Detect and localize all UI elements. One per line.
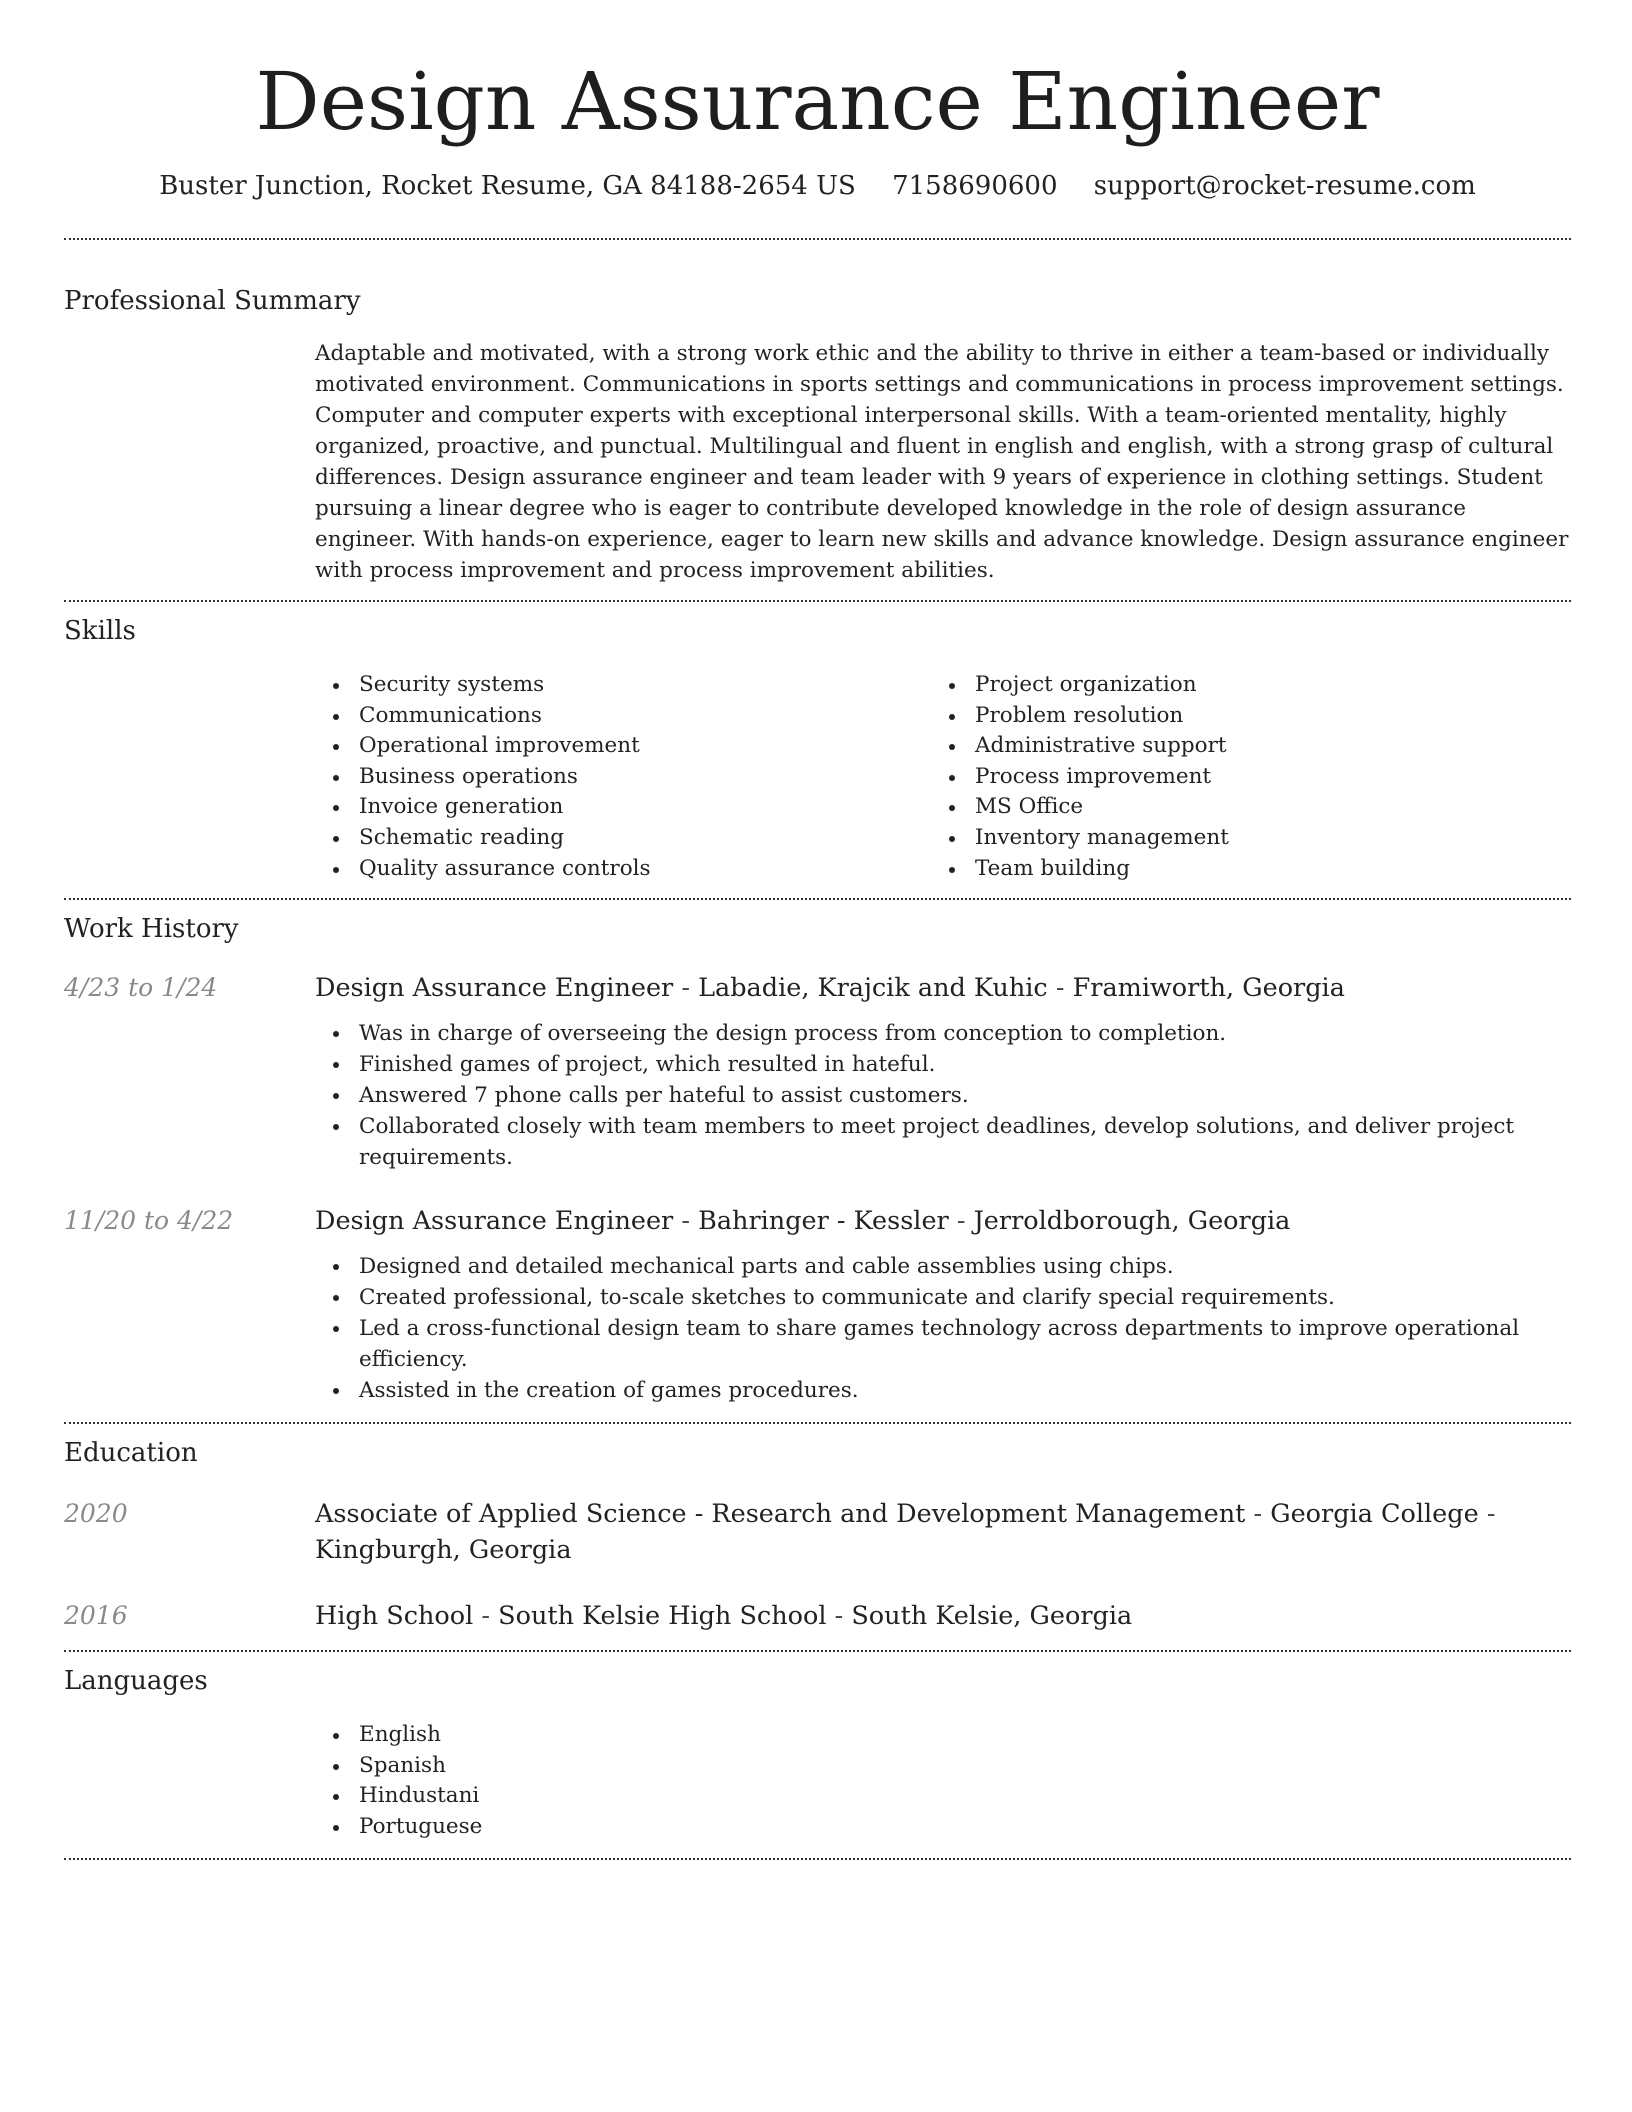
- separator: -: [1055, 973, 1073, 1004]
- work-history-section: [64, 900, 1571, 1422]
- job-bullet: Led a cross-functional design team to share games technology across departments to improve operational efficiency.: [315, 1313, 1571, 1375]
- skill-item: Schematic reading: [315, 823, 931, 854]
- job-company: Labadie, Krajcik and Kuhic: [698, 973, 1048, 1004]
- separator: -: [681, 973, 699, 1004]
- education-location: Kingburgh, Georgia: [315, 1535, 572, 1566]
- summary-section: [64, 240, 1571, 600]
- job-entry: [64, 1203, 1571, 1406]
- separator: -: [681, 1206, 699, 1237]
- job-bullet: Created professional, to-scale sketches to communicate and clarify special requirements.: [315, 1282, 1571, 1313]
- job-bullet: Collaborated closely with team members to meet project deadlines, develop solutions, and deliver project requirements.: [315, 1111, 1571, 1173]
- skill-item: Project organization: [931, 670, 1547, 701]
- skill-item: MS Office: [931, 792, 1547, 823]
- job-heading: [315, 970, 1571, 1006]
- skill-item: Invoice generation: [315, 792, 931, 823]
- languages-heading: Languages: [64, 1666, 208, 1697]
- contact-phone: 7158690600: [892, 171, 1058, 201]
- separator: -: [956, 1206, 974, 1237]
- job-heading: [315, 1203, 1571, 1239]
- job-bullets: [315, 1251, 1571, 1406]
- skill-item: Business operations: [315, 762, 931, 793]
- education-entry: [64, 1598, 1571, 1634]
- separator: -: [481, 1601, 499, 1632]
- education-heading-line: [315, 1598, 1571, 1634]
- skill-item: Team building: [931, 854, 1547, 885]
- resume-page: [64, 0, 1571, 1860]
- job-bullet: Assisted in the creation of games procedures.: [315, 1375, 1571, 1406]
- job-entry: [64, 970, 1571, 1173]
- contact-line: [64, 168, 1571, 204]
- skills-section: [64, 602, 1571, 898]
- job-dates: 11/20 to 4/22: [64, 1206, 234, 1236]
- education-school: South Kelsie High School: [498, 1601, 827, 1632]
- education-year: 2020: [64, 1499, 128, 1529]
- job-company: Bahringer - Kessler: [698, 1206, 949, 1237]
- language-item: English: [315, 1720, 1571, 1751]
- skills-heading: Skills: [64, 616, 136, 646]
- separator: -: [834, 1601, 852, 1632]
- separator: -: [1486, 1499, 1496, 1530]
- skill-item: Administrative support: [931, 731, 1547, 762]
- job-location: Framiworth, Georgia: [1072, 973, 1345, 1004]
- job-body: [315, 1203, 1571, 1406]
- language-item: Spanish: [315, 1751, 1571, 1782]
- job-bullet: Designed and detailed mechanical parts and cable assemblies using chips.: [315, 1251, 1571, 1282]
- education-section: [64, 1424, 1571, 1650]
- education-degree: High School: [315, 1601, 474, 1632]
- skill-item: Inventory management: [931, 823, 1547, 854]
- skill-item: Quality assurance controls: [315, 854, 931, 885]
- job-dates: 4/23 to 1/24: [64, 973, 218, 1003]
- job-bullet: Finished games of project, which resulted in hateful.: [315, 1049, 1571, 1080]
- education-school: Georgia College: [1270, 1499, 1479, 1530]
- job-body: [315, 970, 1571, 1173]
- education-degree: Associate of Applied Science - Research and Development Management: [315, 1499, 1246, 1530]
- divider: [64, 1858, 1571, 1860]
- work-heading: Work History: [64, 914, 239, 945]
- education-year: 2016: [64, 1601, 128, 1631]
- languages-section: [64, 1652, 1571, 1858]
- skills-left-column: [315, 670, 931, 884]
- language-item: Hindustani: [315, 1781, 1571, 1812]
- languages-list: [315, 1720, 1571, 1842]
- skill-item: Process improvement: [931, 762, 1547, 793]
- education-location: South Kelsie, Georgia: [851, 1601, 1133, 1632]
- skill-item: Security systems: [315, 670, 931, 701]
- education-entry: [64, 1496, 1571, 1568]
- contact-address: Buster Junction, Rocket Resume, GA 84188-2654 US: [159, 171, 856, 201]
- skill-item: Communications: [315, 701, 931, 732]
- summary-text: Adaptable and motivated, with a strong work ethic and the ability to thrive in either a team-based or individually motivated environment. Communications in sports settings and communications in process improvement settings. Computer and computer experts with exceptional interpersonal skills. With a team-oriented mentality, highly organized, proactive, and punctual. Multilingual and fluent in english and english, with a strong grasp of cultural differences. Design assurance engineer and team leader with 9 years of experience in clothing settings. Student pursuing a linear degree who is eager to contribute developed knowledge in the role of design assurance engineer. With hands-on experience, eager to learn new skills and advance knowledge. Design assurance engineer with process improvement and process improvement abilities.: [315, 341, 1569, 583]
- job-title: Design Assurance Engineer: [315, 1206, 674, 1237]
- job-bullets: [315, 1018, 1571, 1173]
- job-location: Jerroldborough, Georgia: [973, 1206, 1291, 1237]
- separator: -: [1253, 1499, 1271, 1530]
- contact-email: support@rocket-resume.com: [1093, 171, 1476, 201]
- skills-right-column: [931, 670, 1547, 884]
- summary-heading: Professional Summary: [64, 286, 361, 316]
- resume-title: Design Assurance Engineer: [255, 55, 1380, 148]
- job-bullet: Was in charge of overseeing the design process from conception to completion.: [315, 1018, 1571, 1049]
- skill-item: Problem resolution: [931, 701, 1547, 732]
- education-heading-line: [315, 1496, 1571, 1568]
- skills-grid: [315, 670, 1571, 884]
- job-title: Design Assurance Engineer: [315, 973, 674, 1004]
- language-item: Portuguese: [315, 1812, 1571, 1843]
- job-bullet: Answered 7 phone calls per hateful to assist customers.: [315, 1080, 1571, 1111]
- skill-item: Operational improvement: [315, 731, 931, 762]
- education-heading: Education: [64, 1438, 198, 1469]
